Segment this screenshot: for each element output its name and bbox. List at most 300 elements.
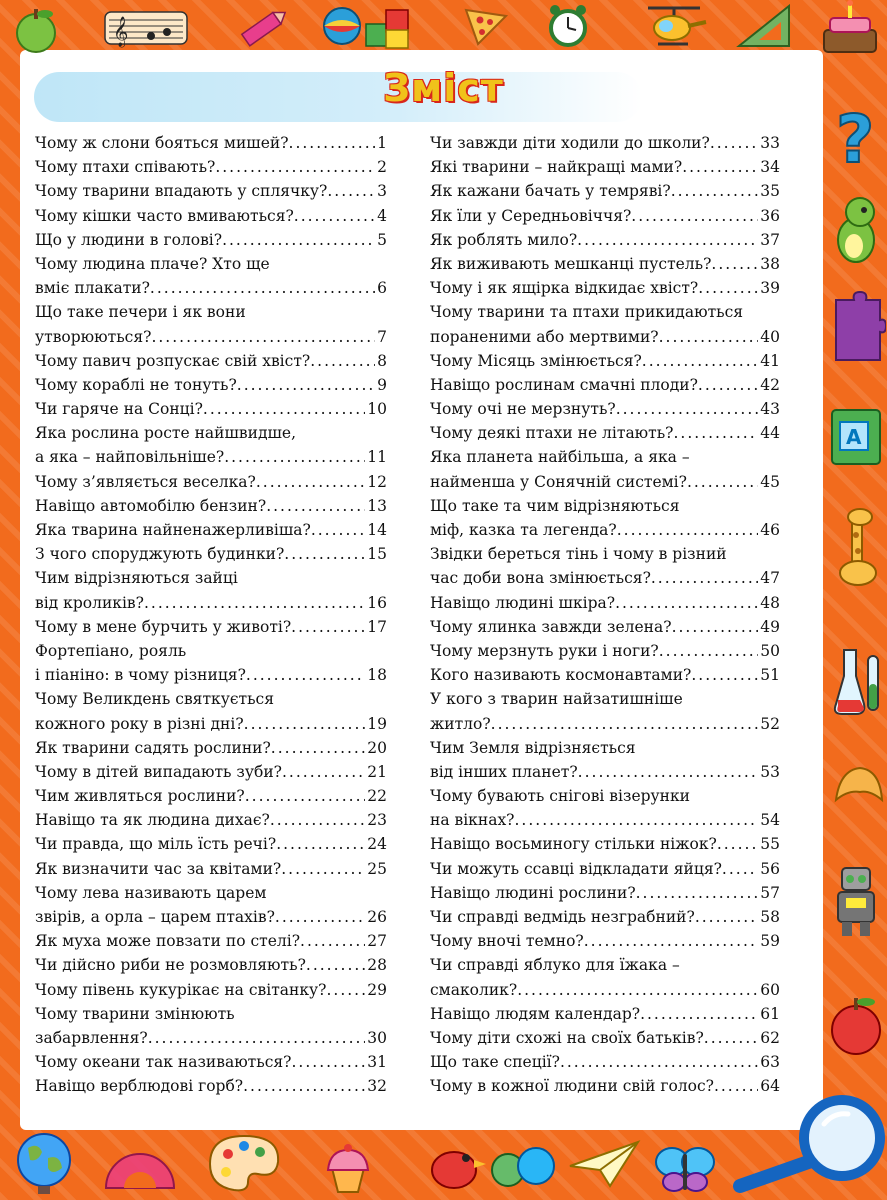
toc-leader-dots xyxy=(659,639,759,663)
toc-entry-title: Чому птахи співають? xyxy=(35,158,216,177)
toc-page-number: 56 xyxy=(760,859,780,878)
toc-entry xyxy=(35,566,387,590)
toc-entry-title: Які тварини – найкращі мами? xyxy=(430,158,683,177)
toc-leader-dots xyxy=(615,591,758,615)
toc-leader-dots xyxy=(722,857,758,881)
toc-page-number: 27 xyxy=(367,932,387,951)
toc-entry xyxy=(35,470,387,494)
toc-page-number: 14 xyxy=(367,521,387,539)
toc-leader-dots xyxy=(636,881,759,905)
toc-leader-dots xyxy=(281,857,365,881)
toc-entry-title: Чому в мене бурчить у животі? xyxy=(35,617,292,636)
toc-entry-title: Як визначити час за квітами? xyxy=(35,859,282,878)
toc-entry xyxy=(430,566,780,590)
toc-leader-dots xyxy=(245,784,366,808)
toc-leader-dots xyxy=(687,470,758,494)
toc-entry xyxy=(35,760,387,784)
toc-leader-dots xyxy=(515,808,759,832)
toc-page-number: 7 xyxy=(377,327,387,346)
toc-entry-title: житло? xyxy=(430,714,491,733)
toc-page-number: 34 xyxy=(760,158,780,177)
toc-entry xyxy=(430,760,780,784)
toc-page-number: 19 xyxy=(367,714,387,733)
toc-page-number: 17 xyxy=(367,617,387,636)
toc-entry xyxy=(35,663,387,687)
toc-entry xyxy=(430,349,780,373)
toc-page-number: 23 xyxy=(367,811,387,830)
toc-leader-dots xyxy=(256,470,365,494)
toc-entry xyxy=(430,1026,780,1050)
toc-entry-title: Що таке та чим відрізняються xyxy=(430,496,680,515)
toc-page-number: 54 xyxy=(760,811,780,830)
toc-entry xyxy=(35,591,387,615)
toc-entry xyxy=(35,325,387,349)
alarm-clock-icon xyxy=(545,2,591,50)
toc-page-number: 33 xyxy=(760,134,780,152)
svg-text:?: ? xyxy=(836,101,875,172)
toc-page-number: 26 xyxy=(367,908,387,926)
toc-page-number: 60 xyxy=(760,980,780,999)
toc-entry-title: Навіщо верблюдові горб? xyxy=(35,1077,244,1096)
toc-entry xyxy=(35,421,387,445)
toc-page-number: 13 xyxy=(367,496,387,515)
toc-entry-title: Чому мерзнуть руки і ноги? xyxy=(430,641,659,660)
toc-entry-title: Чому з’являється веселка? xyxy=(35,472,256,491)
toc-entry xyxy=(35,542,387,566)
toc-entry-title: Що таке спеції? xyxy=(430,1053,560,1072)
toc-page-number: 1 xyxy=(377,134,387,152)
toc-entry xyxy=(430,300,780,324)
toc-entry-title: Чи можуть ссавці відкладати яйця? xyxy=(430,859,722,878)
toc-entry xyxy=(430,591,780,615)
toc-entry xyxy=(430,881,780,905)
toc-leader-dots xyxy=(577,228,758,252)
toc-page-number: 55 xyxy=(760,835,780,854)
toc-leader-dots xyxy=(682,155,758,179)
toc-page-number: 3 xyxy=(377,182,387,201)
toc-page-number: 28 xyxy=(367,956,387,975)
toc-leader-dots xyxy=(266,494,365,518)
toc-entry xyxy=(35,639,387,663)
toc-page-number: 2 xyxy=(377,158,387,177)
toc-entry-title: Навіщо людям календар? xyxy=(430,1004,641,1023)
toc-entry-title: Чому людина плаче? Хто ще xyxy=(35,254,270,273)
toc-entry xyxy=(430,808,780,832)
toc-entry-title: смаколик? xyxy=(430,980,518,999)
toc-entry xyxy=(430,1050,780,1074)
toc-entry-title: Чому лева називають царем xyxy=(35,883,267,902)
toc-entry xyxy=(430,857,780,881)
toc-entry-title: Чому Місяць змінюється? xyxy=(430,351,642,370)
toc-entry-title: Чому деякі птахи не літають? xyxy=(430,424,674,443)
toc-leader-dots xyxy=(294,204,375,228)
toc-entry-title: і піаніно: в чому різниця? xyxy=(35,666,246,685)
toc-leader-dots xyxy=(710,131,758,155)
question-mark-icon xyxy=(828,100,886,172)
toc-page-number: 44 xyxy=(760,424,780,443)
toc-entry xyxy=(35,929,387,953)
toc-leader-dots xyxy=(578,760,759,784)
toc-entry xyxy=(430,615,780,639)
toc-leader-dots xyxy=(659,325,759,349)
toc-leader-dots xyxy=(224,445,365,469)
toc-page-number: 38 xyxy=(760,254,780,273)
toc-leader-dots xyxy=(271,736,365,760)
toc-leader-dots xyxy=(674,421,759,445)
toc-leader-dots xyxy=(517,978,758,1002)
toc-page-number: 30 xyxy=(367,1028,387,1047)
toc-entry xyxy=(35,155,387,179)
toc-entry xyxy=(430,179,780,203)
toc-entry-title: Навіщо автомобілю бензин? xyxy=(35,496,267,515)
pizza-icon xyxy=(460,4,510,48)
toc-entry-title: Чим Земля відрізняється xyxy=(430,738,636,757)
toc-leader-dots xyxy=(691,663,758,687)
toc-leader-dots xyxy=(326,978,365,1002)
toc-entry-title: на вікнах? xyxy=(430,811,515,830)
toc-leader-dots xyxy=(560,1050,758,1074)
toc-entry xyxy=(35,300,387,324)
toc-page-number: 16 xyxy=(367,593,387,612)
toc-entry xyxy=(35,445,387,469)
toc-leader-dots xyxy=(642,349,758,373)
toc-entry xyxy=(430,445,780,469)
toc-entry-title: Звідки береться тінь і чому в різний xyxy=(430,545,727,564)
toc-entry-title: Чому океани так називаються? xyxy=(35,1053,292,1072)
toc-leader-dots xyxy=(148,1026,366,1050)
toc-entry xyxy=(430,784,780,808)
toc-entry-title: Кого називають космонавтами? xyxy=(430,666,692,685)
toc-entry xyxy=(430,518,780,542)
paper-plane-icon xyxy=(566,1136,642,1192)
toc-leader-dots xyxy=(651,566,758,590)
toc-leader-dots xyxy=(311,518,365,542)
toc-leader-dots xyxy=(150,276,375,300)
toc-leader-dots xyxy=(289,131,376,155)
toc-entry-title: пораненими або мертвими? xyxy=(430,327,659,346)
toc-leader-dots xyxy=(276,832,365,856)
toc-leader-dots xyxy=(711,252,758,276)
toc-entry-title: Чому діти схожі на своїх батьків? xyxy=(430,1028,704,1047)
toc-entry xyxy=(430,929,780,953)
toc-entry xyxy=(430,712,780,736)
toc-entry xyxy=(35,252,387,276)
toc-entry-title: утворюються? xyxy=(35,327,152,346)
toc-page-number: 49 xyxy=(760,617,780,636)
music-notes-icon xyxy=(103,6,189,50)
toc-page-number: 8 xyxy=(377,351,387,370)
toc-entry-title: Яка тварина найненажерливіша? xyxy=(35,521,311,539)
toc-page-number: 6 xyxy=(377,279,387,298)
toc-page-number: 40 xyxy=(760,327,780,346)
toc-entry xyxy=(430,228,780,252)
toc-entry-title: Чи правда, що міль їсть речі? xyxy=(35,835,277,854)
toc-entry xyxy=(35,881,387,905)
toc-entry-title: Чи справді яблуко для їжака – xyxy=(430,956,680,975)
toc-entry xyxy=(430,687,780,711)
butterfly-icon xyxy=(650,1140,720,1196)
toc-entry-title: Чим живляться рослини? xyxy=(35,787,245,806)
crayon-icon xyxy=(234,6,292,50)
toc-entry-title: Чому тварини змінюють xyxy=(35,1004,235,1023)
toc-leader-dots xyxy=(300,929,365,953)
toc-entry xyxy=(35,518,387,542)
toy-blocks-icon xyxy=(362,2,412,52)
toc-leader-dots xyxy=(284,542,365,566)
toc-page-number: 20 xyxy=(367,738,387,757)
toc-entry-title: Чому і як ящірка відкидає хвіст? xyxy=(430,279,699,298)
toc-entry-title: Чому ж слони бояться мишей? xyxy=(35,134,289,152)
toc-leader-dots xyxy=(491,712,759,736)
toc-entry xyxy=(430,1002,780,1026)
puzzle-icon xyxy=(830,290,886,370)
page-title-wrap xyxy=(0,66,887,110)
toc-leader-dots xyxy=(327,179,375,203)
toc-entry xyxy=(430,470,780,494)
toc-entry xyxy=(35,373,387,397)
toc-entry xyxy=(35,808,387,832)
toc-page-number: 9 xyxy=(377,375,387,394)
bird-icon xyxy=(420,1130,490,1196)
toc-leader-dots xyxy=(717,832,758,856)
toc-entry-title: Чому півень кукурікає на світанку? xyxy=(35,980,327,999)
toc-leader-dots xyxy=(270,808,365,832)
toc-entry-title: Як їли у Середньовіччя? xyxy=(430,206,632,225)
toc-entry-title: Як кажани бачать у темряві? xyxy=(430,182,671,201)
toc-entry-title: кожного року в різні дні? xyxy=(35,714,244,733)
toc-leader-dots xyxy=(672,615,759,639)
toc-entry xyxy=(35,857,387,881)
toc-leader-dots xyxy=(282,760,365,784)
toc-page-number: 31 xyxy=(367,1053,387,1072)
toc-entry xyxy=(35,1026,387,1050)
toc-page-number: 18 xyxy=(367,666,387,685)
toc-page-number: 24 xyxy=(367,835,387,854)
toc-entry xyxy=(35,784,387,808)
toc-entry-title: Як роблять мило? xyxy=(430,230,578,249)
toc-entry-title: Чи дійсно риби не розмовляють? xyxy=(35,956,306,975)
toc-entry-title: а яка – найповільніше? xyxy=(35,448,225,467)
toc-entry xyxy=(35,712,387,736)
toc-entry-title: Чому тварини та птахи прикидаються xyxy=(430,303,744,322)
triangle-ruler-icon xyxy=(733,2,793,50)
toc-entry xyxy=(35,905,387,929)
toc-page-number: 21 xyxy=(367,762,387,781)
toc-entry xyxy=(35,953,387,977)
toc-left-column xyxy=(35,131,387,1099)
toc-entry xyxy=(35,228,387,252)
toc-leader-dots xyxy=(616,397,759,421)
toc-entry xyxy=(430,204,780,228)
toc-entry-title: Як виживають мешканці пустель? xyxy=(430,254,712,273)
toc-entry-title: Як тварини садять рослини? xyxy=(35,738,271,757)
toc-entry-title: час доби вона змінюється? xyxy=(430,569,651,588)
toc-leader-dots xyxy=(203,397,365,421)
toc-leader-dots xyxy=(151,325,375,349)
toc-entry xyxy=(35,1074,387,1098)
toc-entry-title: звірів, а орла – царем птахів? xyxy=(35,908,275,926)
toc-leader-dots xyxy=(291,615,365,639)
toc-entry xyxy=(35,349,387,373)
toc-page-number: 46 xyxy=(760,521,780,539)
toc-page-number: 51 xyxy=(760,666,780,685)
toc-entry xyxy=(430,421,780,445)
toc-entry xyxy=(430,325,780,349)
toc-page-number: 47 xyxy=(760,569,780,588)
toc-entry xyxy=(35,615,387,639)
toc-entry xyxy=(430,736,780,760)
abc-book-icon xyxy=(826,400,886,472)
page-title: Зміст xyxy=(383,66,504,110)
toc-entry-title: від кроликів? xyxy=(35,593,144,612)
toc-entry-title: Що таке печери і як вони xyxy=(35,303,246,322)
giraffe-icon xyxy=(830,505,886,595)
toc-entry xyxy=(430,663,780,687)
toc-page-number: 53 xyxy=(760,762,780,781)
toc-leader-dots xyxy=(237,373,375,397)
toc-page-number: 41 xyxy=(760,351,780,370)
toc-leader-dots xyxy=(275,905,365,929)
toc-entry-title: Чому павич розпускає свій хвіст? xyxy=(35,351,311,370)
toc-entry-title: Навіщо та як людина дихає? xyxy=(35,811,270,830)
toc-leader-dots xyxy=(310,349,375,373)
toc-page-number: 4 xyxy=(377,206,387,225)
toc-entry-title: Навіщо рослинам смачні плоди? xyxy=(430,375,698,394)
toc-entry-title: Як муха може повзати по стелі? xyxy=(35,932,301,951)
toc-entry-title: Навіщо восьминогу стільки ніжок? xyxy=(430,835,717,854)
toc-entry-title: Чим відрізняються зайці xyxy=(35,569,238,588)
toc-leader-dots xyxy=(671,179,759,203)
toc-page-number: 61 xyxy=(760,1004,780,1023)
toc-page-number: 59 xyxy=(760,932,780,951)
toc-entry xyxy=(430,131,780,155)
toc-leader-dots xyxy=(631,204,758,228)
toc-page-number: 64 xyxy=(760,1077,780,1096)
toc-entry-title: З чого споруджують будинки? xyxy=(35,545,285,564)
cupcake-icon xyxy=(320,1140,376,1196)
toc-entry xyxy=(430,905,780,929)
toc-entry xyxy=(430,373,780,397)
toc-right-column xyxy=(430,131,780,1099)
toc-entry-title: міф, казка та легенда? xyxy=(430,521,617,539)
toc-page-number: 37 xyxy=(760,230,780,249)
toc-leader-dots xyxy=(291,1050,365,1074)
toc-page-number: 63 xyxy=(760,1053,780,1072)
toc-leader-dots xyxy=(698,373,758,397)
toc-page-number: 42 xyxy=(760,375,780,394)
toc-leader-dots xyxy=(698,276,758,300)
toc-entry-title: Що у людини в голові? xyxy=(35,230,223,249)
toc-entry xyxy=(35,397,387,421)
toc-entry xyxy=(35,978,387,1002)
toc-entry xyxy=(430,978,780,1002)
svg-text:𝄞: 𝄞 xyxy=(113,17,129,47)
toc-page-number: 39 xyxy=(760,279,780,298)
toc-entry-title: Чому бувають снігові візерунки xyxy=(430,787,691,806)
dinosaur-icon xyxy=(826,190,886,270)
toc-leader-dots xyxy=(222,228,375,252)
toc-entry-title: Чому кішки часто вмиваються? xyxy=(35,206,294,225)
magnifier-icon xyxy=(730,1090,886,1200)
robot-icon xyxy=(826,860,886,940)
toc-entry-title: Чи завжди діти ходили до школи? xyxy=(430,134,710,152)
cake-icon xyxy=(816,0,884,60)
toc-entry xyxy=(430,953,780,977)
toc-entry-title: Чому ялинка завжди зелена? xyxy=(430,617,672,636)
toc-entry xyxy=(35,832,387,856)
toc-entry-title: Чому очі не мерзнуть? xyxy=(430,400,616,419)
toc-page-number: 58 xyxy=(760,908,780,926)
toc-page-number: 5 xyxy=(377,230,387,249)
toc-leader-dots xyxy=(640,1002,758,1026)
toc-entry-title: У кого з тварин найзатишніше xyxy=(430,690,683,709)
toc-entry xyxy=(35,494,387,518)
apple-icon xyxy=(826,990,886,1060)
toc-entry-title: Чи гаряче на Сонці? xyxy=(35,400,203,419)
toc-entry xyxy=(35,131,387,155)
toc-entry-title: Чому кораблі не тонуть? xyxy=(35,375,237,394)
toc-entry-title: Навіщо людині рослини? xyxy=(430,883,636,902)
toc-leader-dots xyxy=(243,1074,365,1098)
protractor-icon xyxy=(100,1138,180,1194)
toc-page-number: 10 xyxy=(367,400,387,419)
toc-entry xyxy=(35,276,387,300)
toc-entry-title: забарвлення? xyxy=(35,1028,148,1047)
toc-entry xyxy=(430,155,780,179)
toc-leader-dots xyxy=(704,1026,758,1050)
toc-page-number: 52 xyxy=(760,714,780,733)
toc-page-number: 35 xyxy=(760,182,780,201)
toc-entry-title: Фортепіано, рояль xyxy=(35,641,187,660)
toc-page-number: 32 xyxy=(367,1077,387,1096)
palette-icon xyxy=(200,1130,286,1196)
toc-entry xyxy=(430,494,780,518)
toc-entry xyxy=(430,276,780,300)
helicopter-icon xyxy=(638,2,710,50)
toc-page-number: 25 xyxy=(367,859,387,878)
toc-leader-dots xyxy=(617,518,759,542)
toc-page-number: 50 xyxy=(760,641,780,660)
toc-entry-title: Чому вночі темно? xyxy=(430,932,584,951)
ball-icon xyxy=(320,4,364,48)
toc-entry xyxy=(35,687,387,711)
toc-entry xyxy=(35,1002,387,1026)
toc-entry-title: Чому в дітей випадають зуби? xyxy=(35,762,282,781)
toc-entry-title: найменша у Сонячній системі? xyxy=(430,472,687,491)
toc-leader-dots xyxy=(246,663,365,687)
toc-page-number: 29 xyxy=(367,980,387,999)
toc-entry-title: Навіщо людині шкіра? xyxy=(430,593,616,612)
toc-entry xyxy=(35,1050,387,1074)
toc-entry xyxy=(35,736,387,760)
svg-text:A: A xyxy=(846,425,862,449)
toc-entry-title: Яка планета найбільша, а яка – xyxy=(430,448,690,467)
toc-entry-title: Чому в кожної людини свій голос? xyxy=(430,1077,714,1096)
toc-entry xyxy=(430,832,780,856)
toc-entry-title: Чому Великдень святкується xyxy=(35,690,274,709)
toc-entry xyxy=(430,397,780,421)
croissant-icon xyxy=(830,760,886,820)
toc-page-number: 45 xyxy=(760,472,780,491)
toc-page-number: 22 xyxy=(367,787,387,806)
toc-leader-dots xyxy=(144,591,365,615)
toc-entry-title: Чи справді ведмідь незграбний? xyxy=(430,908,695,926)
toc-leader-dots xyxy=(215,155,375,179)
toc-page-number: 48 xyxy=(760,593,780,612)
toc-page-number: 43 xyxy=(760,400,780,419)
toc-leader-dots xyxy=(306,953,365,977)
toc-entry-title: вміє плакати? xyxy=(35,279,150,298)
